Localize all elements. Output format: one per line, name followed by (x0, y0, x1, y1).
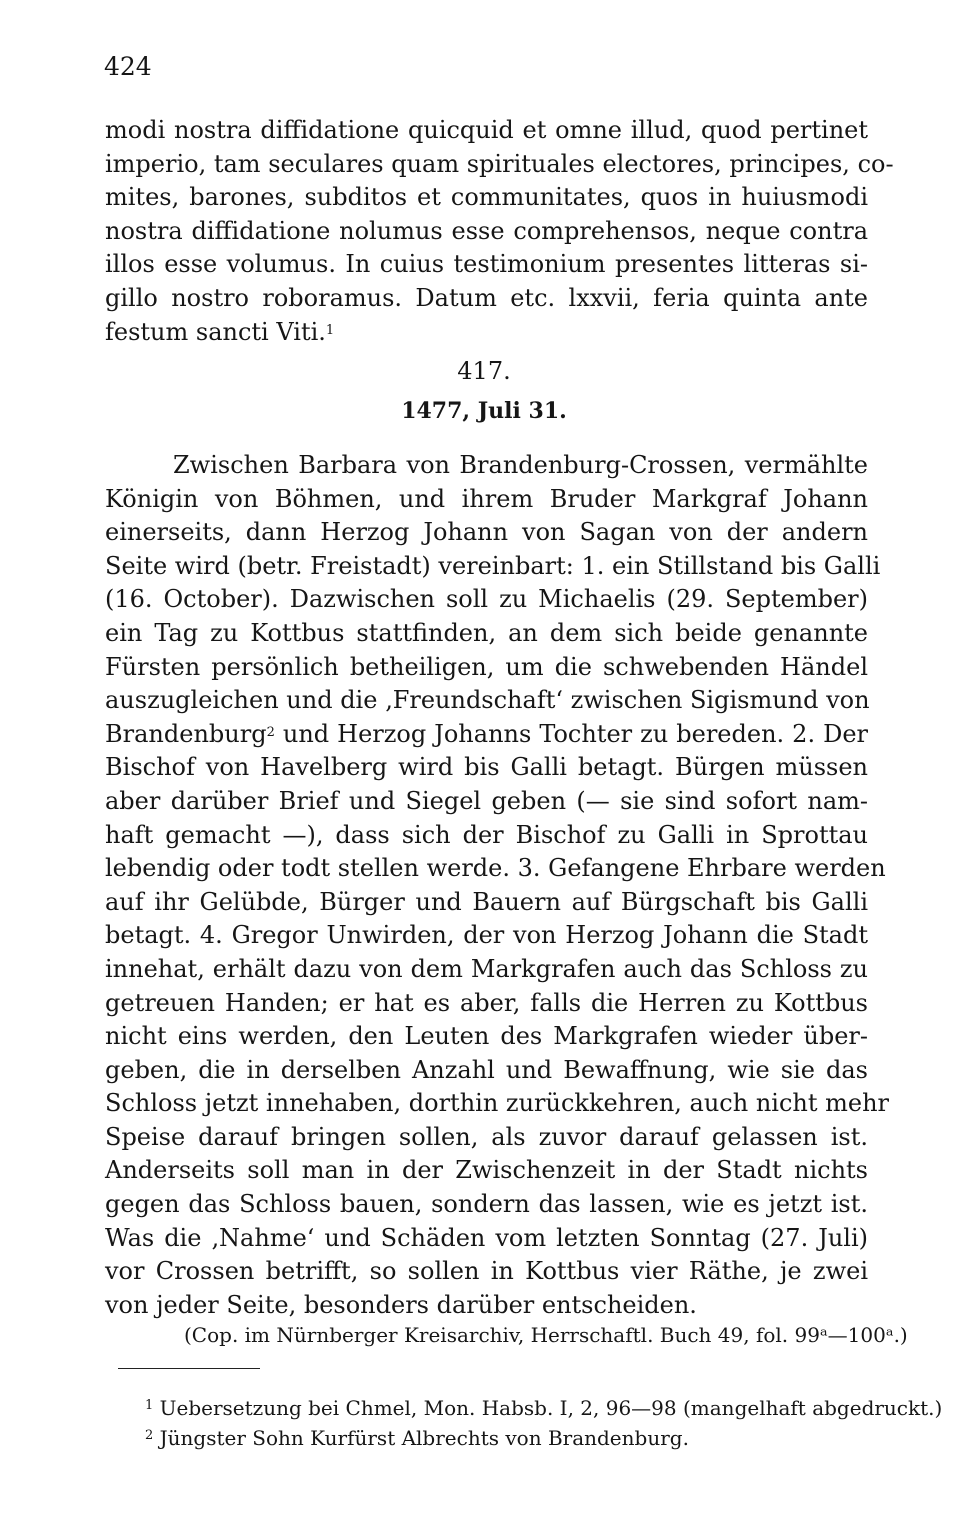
regest-paragraph (105, 449, 890, 1322)
text-line: haft gemacht —), dass sich der Bischof zu Galli in Sprottau (105, 820, 868, 849)
text-line: Bischof von Havelberg wird bis Galli betagt. Bürgen müssen (105, 753, 868, 782)
text-line: betagt. 4. Gregor Unwirden, der von Herzog Johann die Stadt (105, 921, 868, 950)
footnote-reference: 1 (325, 322, 335, 338)
footnote-mark: 2 (145, 1428, 154, 1443)
text-line: auszugleichen und die ‚Freundschaft‘ zwischen Sigismund von (105, 686, 870, 715)
text-line: Speise darauf bringen sollen, als zuvor darauf gelassen ist. (105, 1122, 868, 1151)
document-date: 1477, Juli 31. (401, 398, 567, 424)
text-line: geben, die in derselben Anzahl und Bewaffnung, wie sie das (105, 1055, 868, 1084)
text-line: ein Tag zu Kottbus stattfinden, an dem sich beide genannte (105, 618, 868, 647)
footnote-divider (118, 1368, 260, 1369)
text-line: aber darüber Brief und Siegel geben (— sie sind sofort nam- (105, 786, 868, 815)
text-line: lebendig oder todt stellen werde. 3. Gefangene Ehrbare werden (105, 854, 886, 883)
footnote (145, 1393, 942, 1423)
text-line-with-footnote (105, 316, 868, 350)
text-line: Anderseits soll man in der Zwischenzeit in der Stadt nichts (105, 1156, 868, 1185)
text-line: Zwischen Barbara von Brandenburg-Crossen, vermählte (173, 451, 868, 479)
text-line: illos esse volumus. In cuius testimonium presentes litteras si- (105, 250, 868, 279)
text-line: einerseits, dann Herzog Johann von Sagan von der andern (105, 518, 868, 547)
text-line: innehat, erhält dazu von dem Markgrafen auch das Schloss zu (105, 954, 868, 983)
text-fragment: und Herzog Johanns Tochter zu bereden. 2. Der (274, 719, 868, 748)
page-number: 424 (104, 52, 152, 81)
text-line: festum sancti Viti. (105, 317, 326, 346)
text-line: Was die ‚Nahme‘ und Schäden vom letzten Sonntag (27. Juli) (105, 1223, 868, 1252)
text-line: (16. October). Dazwischen soll zu Michaelis (29. September) (105, 585, 868, 614)
source-citation: (Cop. im Nürnberger Kreisarchiv, Herrschaftl. Buch 49, fol. 99ᵃ—100ᵃ.) (184, 1323, 908, 1347)
text-line: nostra diffidatione nolumus esse comprehensos, neque contra (105, 216, 868, 245)
footnote-text: Jüngster Sohn Kurfürst Albrechts von Brandenburg. (159, 1426, 689, 1450)
footnotes (145, 1393, 942, 1453)
text-line: modi nostra diffidatione quicquid et omne illud, quod pertinet (105, 116, 868, 144)
text-line: Fürsten persönlich betheiligen, um die schwebenden Händel (105, 652, 868, 681)
text-fragment: Brandenburg (105, 719, 267, 748)
text-line: Königin von Böhmen, und ihrem Bruder Markgraf Johann (105, 484, 868, 513)
text-line: getreuen Handen; er hat es aber, falls die Herren zu Kottbus (105, 988, 868, 1017)
text-line: auf ihr Gelübde, Bürger und Bauern auf Bürgschaft bis Galli (105, 887, 868, 916)
footnote (145, 1423, 942, 1453)
text-line: Schloss jetzt innehaben, dorthin zurückkehren, auch nicht mehr (105, 1089, 890, 1118)
footnote-text: Uebersetzung bei Chmel, Mon. Habsb. I, 2, 96—98 (mangelhaft abgedruckt.) (159, 1396, 943, 1420)
footnote-mark: 1 (145, 1398, 154, 1413)
text-line: vor Crossen betrifft, so sollen in Kottbus vier Räthe, je zwei (105, 1257, 868, 1286)
document-number: 417. (457, 357, 511, 385)
text-line: mites, barones, subditos et communitates, quos in huiusmodi (105, 183, 868, 212)
opening-paragraph (105, 114, 894, 349)
text-line: nicht eins werden, den Leuten des Markgrafen wieder über- (105, 1022, 868, 1051)
text-line-with-footnote (105, 718, 868, 752)
text-line: von jeder Seite, besonders darüber entscheiden. (105, 1290, 697, 1319)
text-line: gillo nostro roboramus. Datum etc. lxxvii, feria quinta ante (105, 283, 868, 312)
footnote-reference: 2 (266, 724, 275, 740)
text-line: gegen das Schloss bauen, sondern das lassen, wie es jetzt ist. (105, 1190, 868, 1219)
text-line: imperio, tam seculares quam spirituales electores, principes, co- (105, 149, 894, 178)
text-line: Seite wird (betr. Freistadt) vereinbart: 1. ein Stillstand bis Galli (105, 551, 881, 580)
